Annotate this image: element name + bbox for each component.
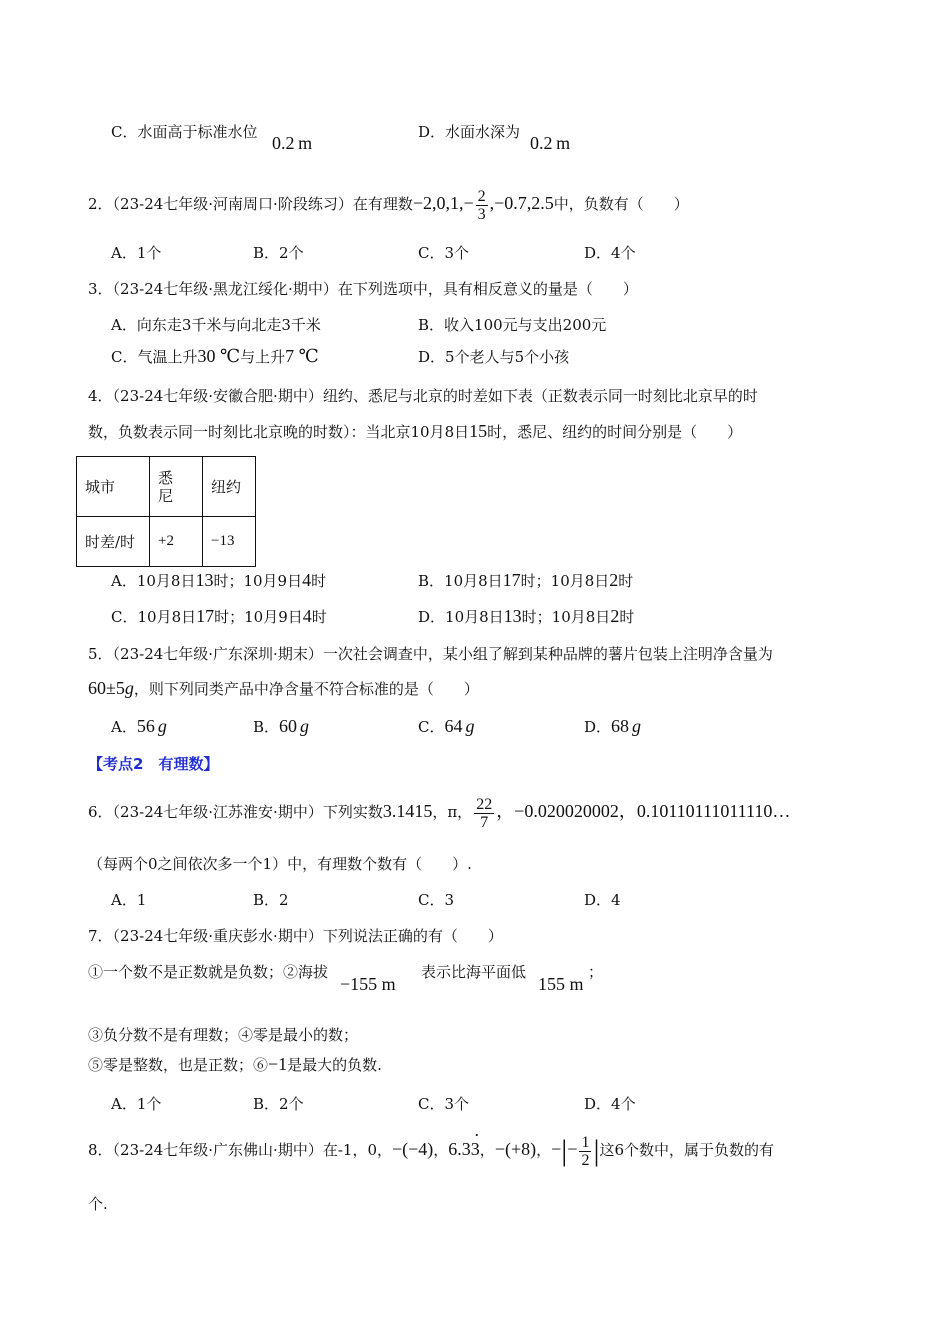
q6-option-b: B．2 [253, 891, 289, 909]
q3-option-a: A．向东走3千米与向北走3千米 [111, 316, 321, 334]
q6-option-a: A．1 [111, 891, 147, 909]
question-number: 4． [88, 387, 113, 405]
q1-option-d-value: 0.2 m [530, 133, 571, 153]
section-heading-kaodian-2: 【考点2 有理数】 [88, 755, 219, 773]
question-2: 2．（23-24七年级·河南周口·阶段练习）在有理数−2,0,1,− $\frac{2}{3}$ ,−0.7,2.5中，负数有（ ） [88, 187, 689, 223]
question-number: 2． [88, 195, 113, 213]
q7-value-2: 155 m [538, 974, 584, 994]
q4-option-d: D．10月8日13时；10月8日2时 [418, 606, 635, 626]
q3-option-c: C．气温上升30 ℃与上升7 ℃ [111, 346, 319, 366]
q5-option-c: C．64 g [418, 716, 475, 736]
q6-option-c: C．3 [418, 891, 455, 909]
question-5-line-1: 5．（23-24七年级·广东深圳·期末）一次社会调查中，某小组了解到某种品牌的薯片包装上注明净含量为 [88, 645, 773, 663]
q1-option-c-value: 0.2 m [272, 133, 313, 153]
fraction: $\frac{22}{7}$ [476, 795, 493, 831]
q2-option-b: B．2个 [253, 244, 304, 262]
q7-statement-1-2-b: 表示比海平面低 [421, 963, 527, 981]
question-number: 7． [88, 927, 113, 945]
question-4-line-2: 数，负数表示同一时刻比北京晚的时数）：当北京10月8日15时，悉尼、纽约的时间分别是（ ） [88, 421, 743, 441]
q7-statement-1-2-c: ； [588, 963, 604, 981]
q3-option-d: D．5个老人与5个小孩 [418, 348, 570, 366]
q7-option-d: D．4个 [584, 1095, 636, 1113]
q5-option-b: B．60 g [253, 716, 310, 736]
question-8-line-2: 个. [88, 1195, 108, 1213]
question-3: 3．（23-24七年级·黑龙江绥化·期中）在下列选项中，具有相反意义的量是（ ） [88, 280, 638, 298]
q1-option-c: C．水面高于标准水位 [111, 123, 258, 141]
time-difference-table [76, 456, 256, 567]
q4-option-b: B．10月8日17时；10月8日2时 [418, 570, 634, 590]
q7-statement-5-6: ⑤零是整数，也是正数；⑥−1是最大的负数. [88, 1054, 382, 1074]
table-cell-sydney: +2 [150, 517, 203, 567]
table-header-city: 城市 [77, 457, 150, 517]
table-header-newyork: 纽约 [203, 457, 256, 517]
table-row-label: 时差/时 [77, 517, 150, 567]
q7-value-1: −155 m [340, 974, 396, 994]
table-header-sydney: 悉 尼 [150, 457, 203, 517]
q6-option-d: D．4 [584, 891, 621, 909]
question-6-line-2: （每两个0之间依次多一个1）中，有理数个数有（ ）. [88, 855, 472, 873]
q2-option-a: A．1个 [111, 244, 162, 262]
q7-option-b: B．2个 [253, 1095, 304, 1113]
table-cell-newyork: −13 [203, 517, 256, 567]
question-5-line-2: 60±5g，则下列同类产品中净含量不符合标准的是（ ） [88, 678, 479, 698]
q5-option-d: D．68 g [584, 716, 642, 736]
question-number: 5． [88, 645, 113, 663]
q7-option-a: A．1个 [111, 1095, 162, 1113]
q1-option-d: D．水面水深为 [418, 123, 521, 141]
q2-option-c: C．3个 [418, 244, 470, 262]
q7-statement-3-4: ③负分数不是有理数；④零是最小的数； [88, 1026, 359, 1044]
question-7: 7．（23-24七年级·重庆彭水·期中）下列说法正确的有（ ） [88, 927, 503, 945]
q7-option-c: C．3个 [418, 1095, 470, 1113]
q4-option-c: C．10月8日17时；10月9日4时 [111, 606, 327, 626]
question-6-line-1: 6．（23-24七年级·江苏淮安·期中）下列实数3.1415，π， $\frac{22}{7}$ ，−0.020020002，0.10110111011110… [88, 795, 791, 831]
q4-option-a: A．10月8日13时；10月9日4时 [111, 570, 327, 590]
q3-option-b: B．收入100元与支出200元 [418, 316, 607, 334]
question-8-line-1: 8．（23-24七年级·广东佛山·期中）在-1，0，−(−4)，6.3· 3，−(+8)，−|− $\frac{1}{2}$ |这6个数中，属于负数的有 [88, 1129, 774, 1171]
fraction: $\frac{2}{3}$ [477, 187, 486, 223]
question-number: 3． [88, 280, 113, 298]
fraction: $\frac{1}{2}$ [581, 1133, 590, 1169]
q5-option-a: A．56 g [111, 716, 167, 736]
question-4-line-1: 4．（23-24七年级·安徽合肥·期中）纽约、悉尼与北京的时差如下表（正数表示同一时刻比北京早的时 [88, 387, 758, 405]
q7-statement-1-2-a: ①一个数不是正数就是负数；②海拔 [88, 963, 329, 981]
repeating-dot: · 3 [471, 1129, 480, 1169]
question-number: 8． [88, 1141, 113, 1159]
question-number: 6． [88, 803, 113, 821]
q2-option-d: D．4个 [584, 244, 636, 262]
